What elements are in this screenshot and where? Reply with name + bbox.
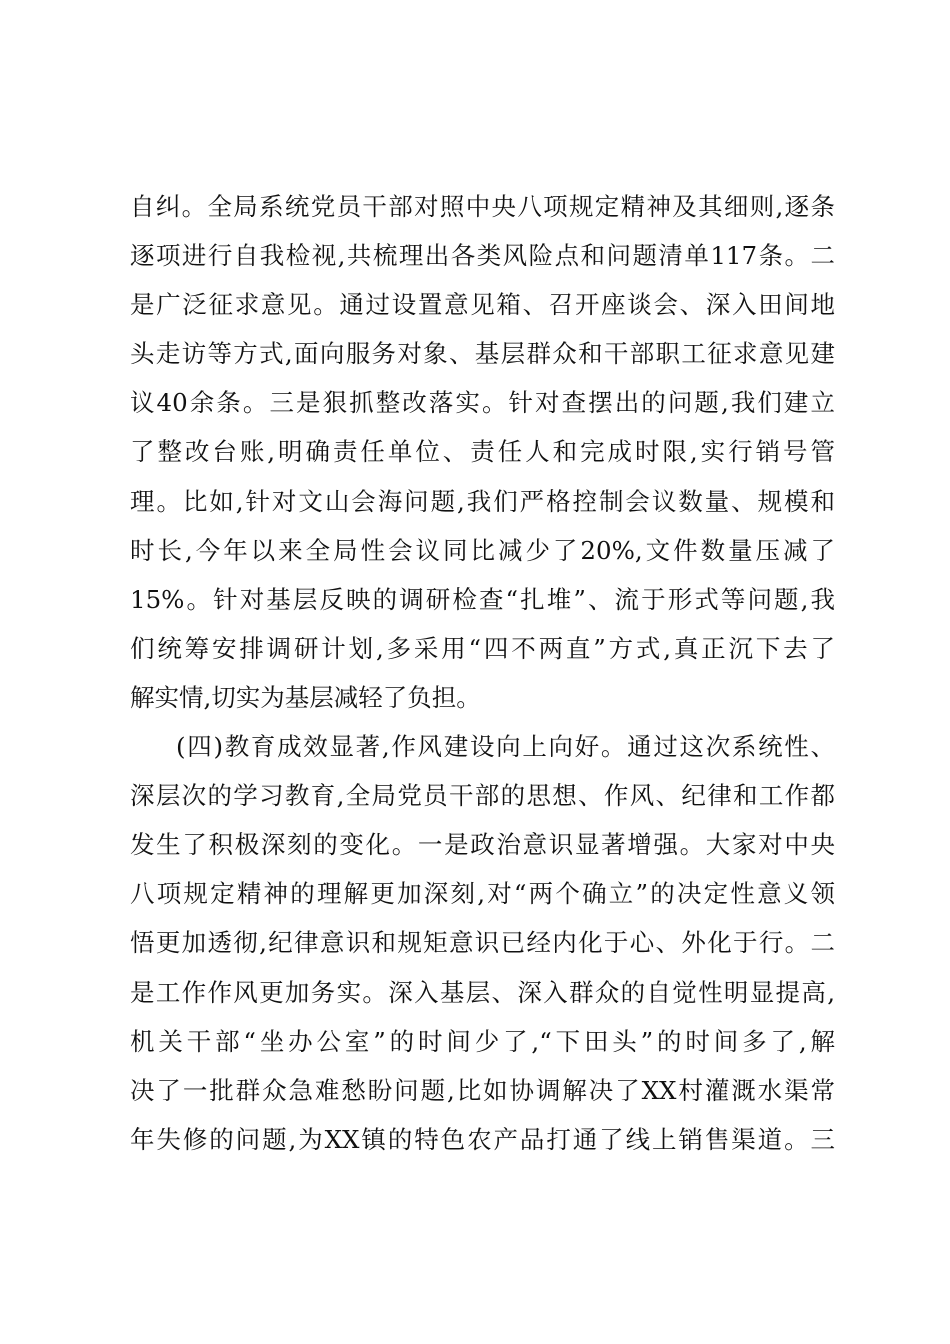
text-line: 发生了积极深刻的变化。一是政治意识显著增强。大家对中央: [130, 830, 835, 860]
text-line: 机关干部“坐办公室”的时间少了,“下田头”的时间多了,解: [130, 1026, 835, 1056]
text-line: 自纠。全局系统党员干部对照中央八项规定精神及其细则,逐条: [130, 192, 835, 221]
document-body: [130, 182, 835, 1164]
text-line: 时长,今年以来全局性会议同比减少了20%,文件数量压减了: [130, 535, 835, 565]
text-line: 年失修的问题,为XX镇的特色农产品打通了线上销售渠道。三: [130, 1124, 835, 1154]
text-line: 逐项进行自我检视,共梳理出各类风险点和问题清单117条。二: [130, 241, 835, 271]
text-line: 八项规定精神的理解更加深刻,对“两个确立”的决定性意义领: [130, 879, 835, 909]
text-line: 头走访等方式,面向服务对象、基层群众和干部职工征求意见建: [130, 339, 835, 369]
text-line: 解实情,切实为基层减轻了负担。: [130, 682, 481, 712]
paragraph-2: [130, 722, 835, 1164]
text-line: 理。比如,针对文山会海问题,我们严格控制会议数量、规模和: [130, 486, 835, 516]
section-heading-line: (四)教育成效显著,作风建设向上向好。通过这次系统性、: [176, 732, 835, 762]
text-line: 们统筹安排调研计划,多采用“四不两直”方式,真正沉下去了: [130, 633, 835, 663]
text-line: 深层次的学习教育,全局党员干部的思想、作风、纪律和工作都: [130, 781, 835, 811]
text-line: 议40余条。三是狠抓整改落实。针对查摆出的问题,我们建立: [130, 388, 835, 418]
paragraph-1: [130, 182, 835, 722]
text-line: 是工作作风更加务实。深入基层、深入群众的自觉性明显提高,: [130, 977, 835, 1007]
text-line: 决了一批群众急难愁盼问题,比如协调解决了XX村灌溉水渠常: [130, 1075, 835, 1105]
text-line: 15%。针对基层反映的调研检查“扎堆”、流于形式等问题,我: [130, 584, 835, 614]
text-line: 悟更加透彻,纪律意识和规矩意识已经内化于心、外化于行。二: [130, 928, 835, 958]
text-line: 了整改台账,明确责任单位、责任人和完成时限,实行销号管: [130, 437, 835, 467]
text-line: 是广泛征求意见。通过设置意见箱、召开座谈会、深入田间地: [130, 290, 835, 320]
